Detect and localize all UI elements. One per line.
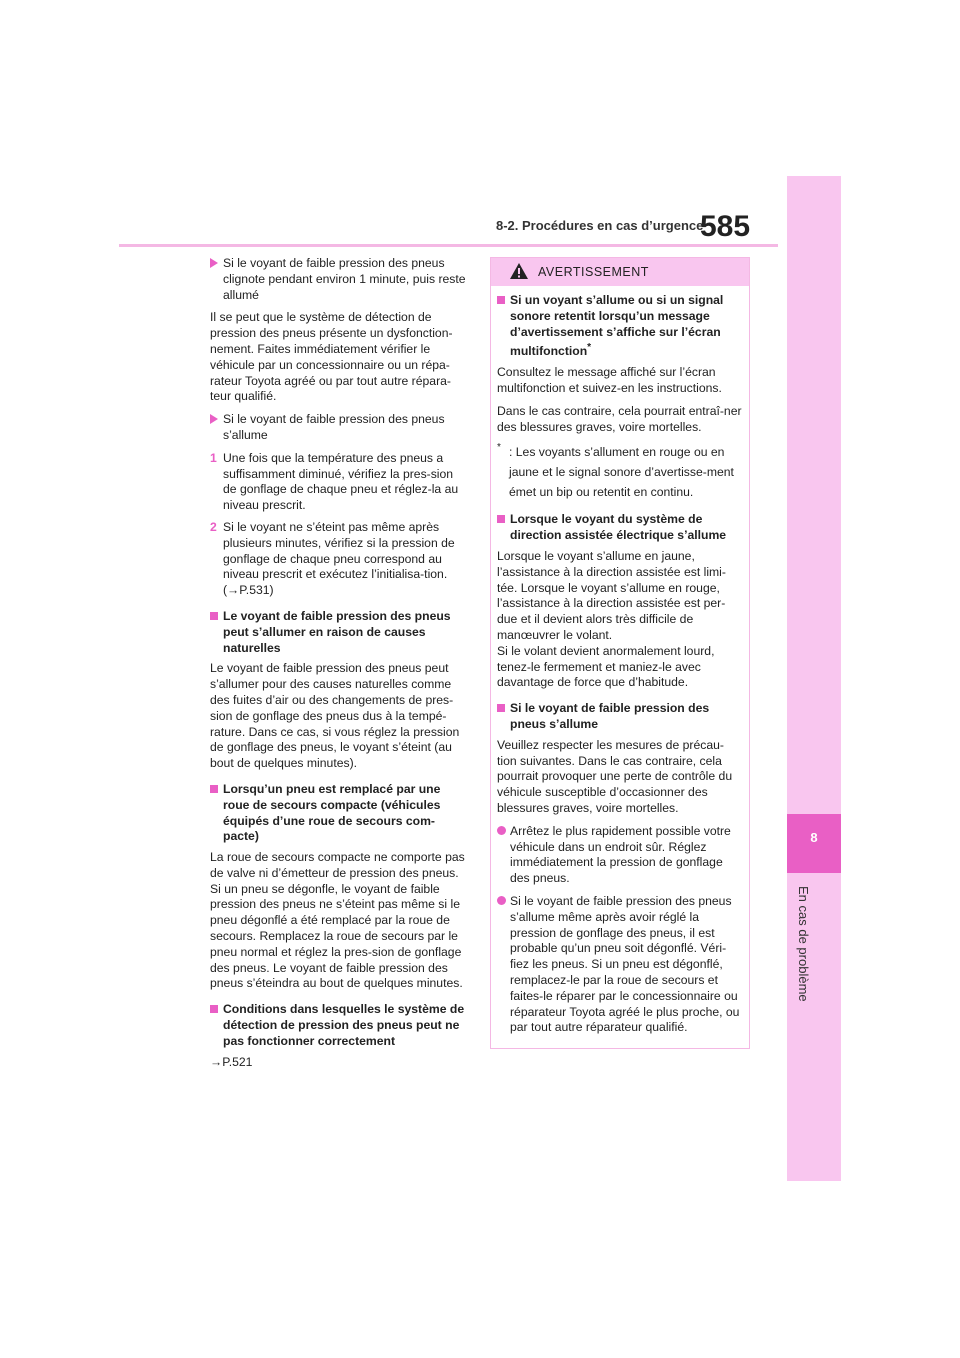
paragraph: Le voyant de faible pression des pneus peut s’allumer pour des causes naturelles comme des fuites d’air ou des changements de pres-sion de gonflage des pneus dus à la tempé-rature. Dans ce cas, si vous réglez la pression de gonflage des pneus, le voyant s’éteint (au bout de quelques minutes). bbox=[210, 661, 460, 771]
left-column bbox=[210, 256, 466, 1077]
subheading-text: Conditions dans lesquelles le système de détection de pression des pneus peut ne pas fonctionner correctement bbox=[223, 1002, 465, 1048]
subheading-text: Si le voyant de faible pression des pneus s’allume bbox=[510, 701, 710, 731]
item-text: Si le voyant de faible pression des pneus s’allume même après avoir réglé la pression de gonflage des pneus, il est probable qu’un pneu soit dégonflé. Véri-fiez les pneus. Si un pneu est dégonflé, remplacez-le par la roue de secours et faites-le réparer par le concessionnaire ou réparateur Toyota agréé le plus proche, ou par tout autre réparateur qualifié. bbox=[510, 893, 740, 1035]
header-rule bbox=[119, 244, 778, 247]
footnote-marker: * bbox=[587, 342, 592, 354]
circle-bullet-icon bbox=[497, 896, 506, 905]
paragraph: Dans le cas contraire, cela pourrait entraî-ner des blessures graves, voire mortelles. bbox=[497, 403, 742, 434]
item-text: Si le voyant de faible pression des pneus s’allume bbox=[223, 412, 445, 442]
paragraph: Veuillez respecter les mesures de précau-tion suivantes. Dans le cas contraire, cela pourrait provoquer une perte de contrôle du véhicule susceptible d’occasionner des blessures graves, voire mortelles. bbox=[497, 737, 733, 815]
subheading-text: Lorsque le voyant du système de direction assistée électrique s’allume bbox=[510, 512, 727, 543]
paragraph: Lorsque le voyant s’allume en jaune, l’assistance à la direction assistée est limi-tée. Lorsque le voyant s’allume en rouge, l’assistance à la direction assistée est per-due et il devient alors très difficile de manœuvrer le volant. bbox=[497, 549, 726, 643]
triangle-item bbox=[210, 412, 466, 444]
triangle-item bbox=[210, 256, 466, 303]
step-item bbox=[210, 451, 466, 514]
triangle-bullet-icon bbox=[210, 258, 218, 268]
item-text: Arrêtez le plus rapidement possible votre véhicule dans un endroit sûr. Réglez immédiatement la pression de gonflage des pneus. bbox=[510, 823, 731, 886]
step-number: 1 bbox=[210, 450, 217, 465]
page-number: 585 bbox=[700, 210, 751, 243]
square-bullet-icon bbox=[497, 515, 505, 523]
square-bullet-icon bbox=[497, 704, 505, 712]
paragraph: La roue de secours compacte ne comporte pas de valve ni d’émetteur de pression des pneus. Si un pneu se dégonfle, le voyant de faible pression des pneus ne s’éteint pas même si le pneu dégonflé a été remplacé par la roue de secours. Remplacez la roue de secours par le pneu normal et réglez la pres-sion de gonflage des pneus. Le voyant de faible pression des pneus s’éteindra au bout de quelques minutes. bbox=[210, 850, 465, 991]
warning-triangle-icon bbox=[509, 262, 529, 280]
square-bullet-icon bbox=[210, 612, 218, 620]
section-title: 8-2. Procédures en cas d’urgence bbox=[496, 218, 704, 233]
square-bullet-icon bbox=[210, 1005, 218, 1013]
chapter-title: En cas de problème bbox=[796, 886, 811, 1002]
step-item bbox=[210, 520, 466, 599]
page-reference: →P.521 bbox=[210, 1054, 253, 1069]
warning-header bbox=[491, 258, 749, 286]
chapter-side-tab bbox=[787, 176, 841, 1181]
footnote-star: * bbox=[497, 442, 501, 454]
paragraph: Il se peut que le système de détection de pression des pneus présente un dysfonction-nement. Faites immédiatement vérifier le véhicule par un concessionnaire ou un répa-rateur Toyota agréé ou par tout autre répara-teur qualifié. bbox=[210, 310, 453, 404]
triangle-bullet-icon bbox=[210, 414, 218, 424]
subheading-text: Lorsqu’un pneu est remplacé par une roue de secours compacte (véhicules équipés d’une roue de secours com-pacte) bbox=[223, 781, 441, 844]
subheading-text: Le voyant de faible pression des pneus peut s’allumer en raison de causes naturelles bbox=[223, 608, 451, 655]
subheading bbox=[210, 782, 466, 845]
item-text: Si le voyant de faible pression des pneus clignote pendant environ 1 minute, puis reste allumé bbox=[223, 256, 466, 302]
step-text: Si le voyant ne s’éteint pas même après plusieurs minutes, vérifiez si la pression de gonflage de chaque pneu correspond au niveau prescrit et exécutez l’initialisa-tion. (→P.531) bbox=[223, 519, 455, 598]
circle-bullet-icon bbox=[497, 826, 506, 835]
subheading bbox=[497, 512, 743, 544]
circle-item bbox=[497, 824, 743, 887]
square-bullet-icon bbox=[497, 296, 505, 304]
paragraph: Consultez le message affiché sur l’écran multifonction et suivez-en les instructions. bbox=[497, 365, 722, 396]
step-text: Une fois que la température des pneus a suffisamment diminué, vérifiez la pres-sion de gonflage de chaque pneu et réglez-la au niveau prescrit. bbox=[223, 450, 459, 513]
step-number: 2 bbox=[210, 519, 217, 534]
footnote-text: : Les voyants s’allument en rouge ou en jaune et le signal sonore d’avertisse-ment émet un bip ou retentit en continu. bbox=[509, 445, 734, 500]
subheading bbox=[210, 1002, 466, 1049]
subheading bbox=[497, 701, 743, 733]
subheading-text: Si un voyant s’allume ou si un signal sonore retentit lorsqu’un message d’avertissement s’affiche sur l’écran multifonction bbox=[510, 293, 724, 359]
circle-item bbox=[497, 894, 743, 1036]
paragraph: Si le volant devient anormalement lourd, tenez-le fermement et maniez-le avec davantage de force que d’habitude. bbox=[497, 643, 715, 690]
subheading bbox=[497, 293, 743, 360]
chapter-number: 8 bbox=[810, 830, 818, 845]
square-bullet-icon bbox=[210, 785, 218, 793]
footnote bbox=[497, 442, 743, 502]
warning-title: AVERTISSEMENT bbox=[538, 265, 649, 279]
subheading bbox=[210, 609, 466, 656]
warning-box bbox=[490, 257, 750, 1049]
warning-body bbox=[491, 286, 749, 1036]
